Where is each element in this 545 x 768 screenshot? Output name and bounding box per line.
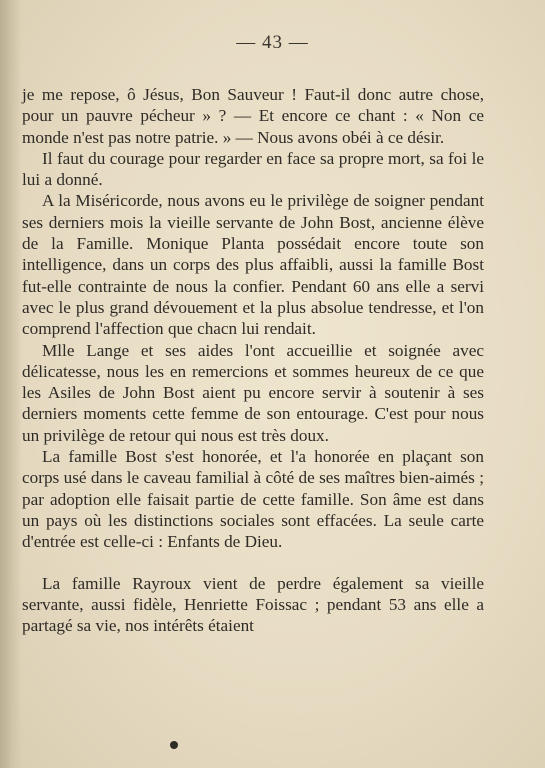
page-number: — 43 —	[236, 32, 309, 53]
paragraph-1: je me repose, ô Jésus, Bon Sauveur ! Faut-il donc autre chose, pour un pauvre pécheur » ? — Et encore ce chant : « Non ce monde n'est pas notre patrie. » — Nous avons obéi à ce désir.	[22, 85, 484, 147]
paragraph-2: Il faut du courage pour regarder en face sa propre mort, sa foi le lui a donné.	[22, 148, 484, 190]
paragraph-4: Mlle Lange et ses aides l'ont accueillie et soignée avec délicatesse, nous les en remercions et sommes heureux de ce que les Asiles de John Bost aient pu encore servir à soutenir à ses derniers moments cette femme de son entourage. C'est pour nous un privilège de retour qui nous est très doux.	[22, 340, 484, 445]
paragraph-5: La famille Bost s'est honorée, et l'a honorée en plaçant son corps usé dans le caveau familial à côté de ses maîtres bien-aimés ; par adoption elle faisait partie de cette famille. Son âme est dans un pays où les distinctions sociales sont effacées. La seule carte d'entrée est celle-ci : Enfants de Dieu.	[22, 447, 484, 552]
paragraph-3: A la Miséricorde, nous avons eu le privilège de soigner pendant ses derniers mois la vieille servante de John Bost, ancienne élève de la Famille. Monique Planta possédait encore toute son intelligence, dans un corps des plus affaibli, aussi la famille Bost fut-elle contrainte de nous la confier. Pendant 60 ans elle a servi avec le plus grand dévouement et la plus absolue tendresse, et l'on comprend l'affection que chacn lui rendait.	[22, 191, 484, 339]
page-body	[22, 84, 484, 636]
paragraph-6: La famille Rayroux vient de perdre également sa vieille servante, aussi fidèle, Henriette Foissac ; pendant 53 ans elle a partagé sa vie, nos intérêts étaient	[22, 573, 484, 636]
page-gutter-shadow	[0, 0, 22, 768]
ink-dot-mark	[170, 741, 178, 749]
